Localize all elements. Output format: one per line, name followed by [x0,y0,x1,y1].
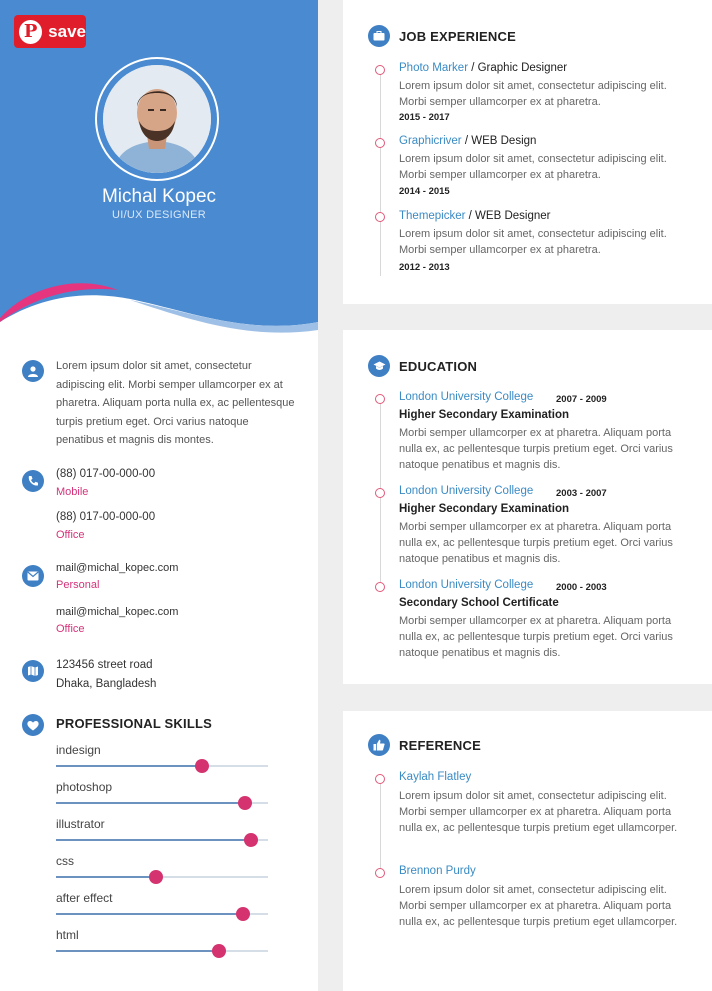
phone-office: (88) 017-00-000-00 [56,511,156,523]
graduation-cap-icon [368,355,390,377]
skill-handle [212,944,226,958]
about-text: Lorem ipsum dolor sit amet, consectetur adipiscing elit. Morbi semper ullamcorper ex at pharetra. Aliquam porta nulla ex, ac pellentesque turpis pretium eget. Orci varius natoque penatibus et magnis dis montes. [56,360,295,446]
job-3-desc: Lorem ipsum dolor sit amet, consectetur adipiscing elit. Morbi semper ullamcorper ex at pharetra. [399,228,667,257]
skill-fill [56,839,251,841]
job-1-title [399,62,567,74]
reference-card [343,711,712,991]
job-1-dates: 2015 - 2017 [399,112,450,123]
skill-label: photoshop [56,780,113,794]
email-personal-label: Personal [56,579,100,591]
pinterest-save-label: save [48,21,86,41]
skill-slider [56,876,268,878]
skill-label: illustrator [56,817,105,831]
phone-mobile-label: Mobile [56,486,89,498]
user-icon [22,360,44,382]
skill-fill [56,765,202,767]
email-personal: mail@michal_kopec.com [56,562,179,574]
skill-label: html [56,928,79,942]
edu-1-school: London University College [399,391,534,403]
reference-timeline [380,780,381,872]
ref-1-desc: Lorem ipsum dolor sit amet, consectetur adipiscing elit. Morbi semper ullamcorper ex at pharetra. Aliquam porta nulla ex, ac pellentesque turpis pretium eget ullamcorper. [399,790,678,835]
edu-3-years: 2000 - 2003 [556,582,607,593]
skill-label: indesign [56,743,101,757]
phone-office-label: Office [56,529,85,541]
job-1-desc: Lorem ipsum dolor sit amet, consectetur adipiscing elit. Morbi semper ullamcorper ex at pharetra. [399,80,667,109]
job-2-dates: 2014 - 2015 [399,186,450,197]
edu-2-school: London University College [399,485,534,497]
heart-icon [22,714,44,736]
skill-label: css [56,854,74,868]
job-2-company: Graphicriver [399,135,462,147]
timeline-dot [375,65,385,75]
skill-slider [56,802,268,804]
map-icon [22,660,44,682]
email-office-label: Office [56,623,85,635]
avatar [103,65,211,173]
skill-slider [56,765,268,767]
experience-title: JOB EXPERIENCE [399,29,516,44]
skill-label: after effect [56,891,113,905]
edu-3-degree: Secondary School Certificate [399,597,559,609]
edu-2-years: 2003 - 2007 [556,488,607,499]
skill-handle [149,870,163,884]
briefcase-icon [368,25,390,47]
skill-slider [56,839,268,841]
edu-3-desc: Morbi semper ullamcorper ex at pharetra. Aliquam porta nulla ex, ac pellentesque turpis pretium eget. Orci varius natoque penatibus et magnis dis. [399,615,673,660]
profile-photo [103,65,211,173]
address-line1: 123456 street road [56,659,153,671]
skill-fill [56,950,219,952]
sidebar [0,0,318,991]
skills-title: PROFESSIONAL SKILLS [56,716,212,731]
job-2-title [399,135,536,147]
skill-fill [56,802,245,804]
skill-fill [56,876,156,878]
profile-role: UI/UX DESIGNER [111,209,207,221]
skill-handle [236,907,250,921]
experience-timeline [380,70,381,276]
skill-handle [238,796,252,810]
skill-handle [195,759,209,773]
phone-mobile: (88) 017-00-000-00 [56,468,156,480]
timeline-dot [375,774,385,784]
job-3-dates: 2012 - 2013 [399,262,450,273]
education-title: EDUCATION [399,359,478,374]
job-1-position: / Graphic Designer [468,62,568,74]
thumbs-up-icon [368,734,390,756]
phone-icon [22,470,44,492]
skill-fill [56,913,243,915]
edu-1-degree: Higher Secondary Examination [399,409,569,421]
job-2-desc: Lorem ipsum dolor sit amet, consectetur adipiscing elit. Morbi semper ullamcorper ex at pharetra. [399,153,667,182]
edu-1-desc: Morbi semper ullamcorper ex at pharetra. Aliquam porta nulla ex, ac pellentesque turpis pretium eget. Orci varius natoque penatibus et magnis dis. [399,427,673,472]
ref-2-desc: Lorem ipsum dolor sit amet, consectetur adipiscing elit. Morbi semper ullamcorper ex at pharetra. Aliquam porta nulla ex, ac pellentesque turpis pretium eget ullamcorper. [399,884,678,929]
timeline-dot [375,582,385,592]
mail-icon [22,565,44,587]
job-3-position: / WEB Designer [465,210,551,222]
edu-1-years: 2007 - 2009 [556,394,607,405]
ref-2-name: Brennon Purdy [399,865,476,877]
job-1-company: Photo Marker [399,62,469,74]
timeline-dot [375,868,385,878]
pinterest-icon: P [19,20,42,44]
job-2-position: / WEB Design [461,135,537,147]
skill-slider [56,950,268,952]
address-line2: Dhaka, Bangladesh [56,678,157,690]
pinterest-save-button[interactable] [14,15,86,48]
skill-handle [244,833,258,847]
timeline-dot [375,212,385,222]
timeline-dot [375,138,385,148]
timeline-dot [375,488,385,498]
profile-name: Michal Kopec [101,186,217,207]
timeline-dot [375,394,385,404]
job-3-title [399,210,550,222]
edu-3-school: London University College [399,579,534,591]
edu-2-degree: Higher Secondary Examination [399,503,569,515]
reference-title: REFERENCE [399,738,481,753]
job-3-company: Themepicker [399,210,466,222]
skill-slider [56,913,268,915]
email-office: mail@michal_kopec.com [56,606,179,618]
edu-2-desc: Morbi semper ullamcorper ex at pharetra. Aliquam porta nulla ex, ac pellentesque turpis pretium eget. Orci varius natoque penatibus et magnis dis. [399,521,673,566]
ref-1-name: Kaylah Flatley [399,771,472,783]
